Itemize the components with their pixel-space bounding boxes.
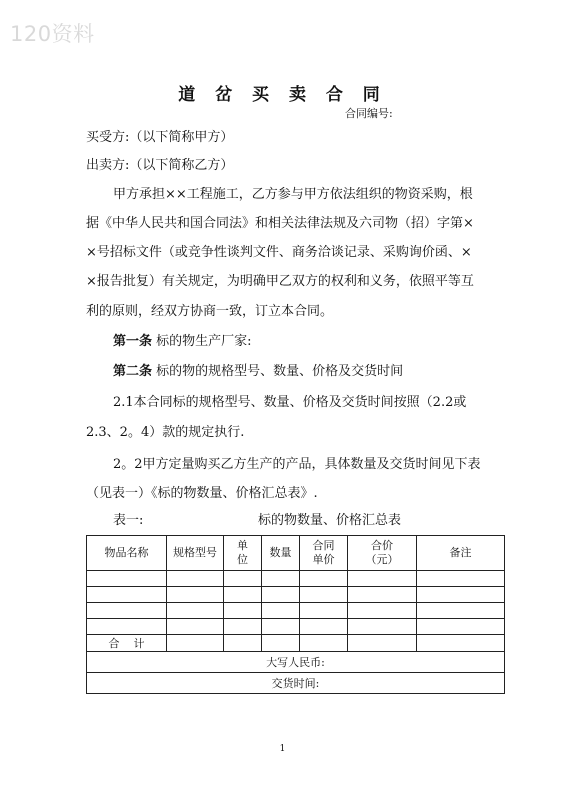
- article-2-text: 标的物的规格型号、数量、价格及交货时间: [156, 364, 404, 379]
- document-title: 道 岔 买 卖 合 同: [178, 85, 387, 105]
- table-header-row: [87, 536, 505, 571]
- buyer-line: 买受方:（以下简称甲方）: [86, 130, 234, 145]
- page-number: 1: [279, 744, 286, 754]
- article-1-label: 第一条: [113, 334, 153, 349]
- watermark: 120资料: [10, 22, 95, 46]
- rmb-amount-row: [87, 652, 505, 673]
- table-title: 标的物数量、价格汇总表: [258, 513, 402, 528]
- article-1: [113, 334, 252, 350]
- table-label: 表一:: [113, 513, 144, 528]
- header-item-name: 物品名称: [87, 536, 167, 571]
- header-unit-price: 合同 单价: [300, 536, 348, 571]
- contract-number-label: 合同编号:: [345, 107, 393, 120]
- clause-2-2-line: （见表一）《标的物数量、价格汇总表》.: [86, 486, 318, 501]
- delivery-time-row: [87, 673, 505, 694]
- intro-line: 利的原则，经双方协商一致，订立本合同。: [86, 304, 334, 319]
- article-1-text: 标的物生产厂家:: [156, 334, 252, 349]
- intro-line: 据《中华人民共和国合同法》和相关法律法规及六司物（招）字第×: [86, 216, 474, 231]
- rmb-amount-label: 大写人民币:: [87, 652, 505, 673]
- table-row: [87, 619, 505, 635]
- table-total-row: [87, 635, 505, 652]
- seller-line: 出卖方:（以下简称乙方）: [86, 158, 234, 173]
- delivery-time-label: 交货时间:: [87, 673, 505, 694]
- total-label: 合 计: [87, 635, 167, 652]
- summary-table: [86, 535, 505, 694]
- intro-line: ×报告批复）有关规定，为明确甲乙双方的权利和义务，依照平等互: [86, 274, 474, 289]
- table-row: [87, 603, 505, 619]
- header-remarks: 备注: [417, 536, 505, 571]
- article-2-label: 第二条: [113, 364, 153, 379]
- table-row: [87, 571, 505, 587]
- clause-2-1-line: 2.3、2。4）款的规定执行.: [86, 425, 245, 440]
- clause-2-1-line: 2.1本合同标的规格型号、数量、价格及交货时间按照（2.2或: [113, 395, 467, 410]
- table-row: [87, 587, 505, 603]
- intro-line: ×号招标文件（或竞争性谈判文件、商务洽谈记录、采购询价函、×: [86, 245, 472, 260]
- header-total-price: 合价 （元）: [348, 536, 417, 571]
- clause-2-2-line: 2。2甲方定量购买乙方生产的产品，具体数量及交货时间见下表: [113, 457, 481, 472]
- article-2: [113, 364, 403, 380]
- intro-line: 甲方承担××工程施工，乙方参与甲方依法组织的物资采购，根: [113, 187, 473, 202]
- header-spec-model: 规格型号: [167, 536, 224, 571]
- header-unit: 单 位: [224, 536, 262, 571]
- header-quantity: 数量: [262, 536, 300, 571]
